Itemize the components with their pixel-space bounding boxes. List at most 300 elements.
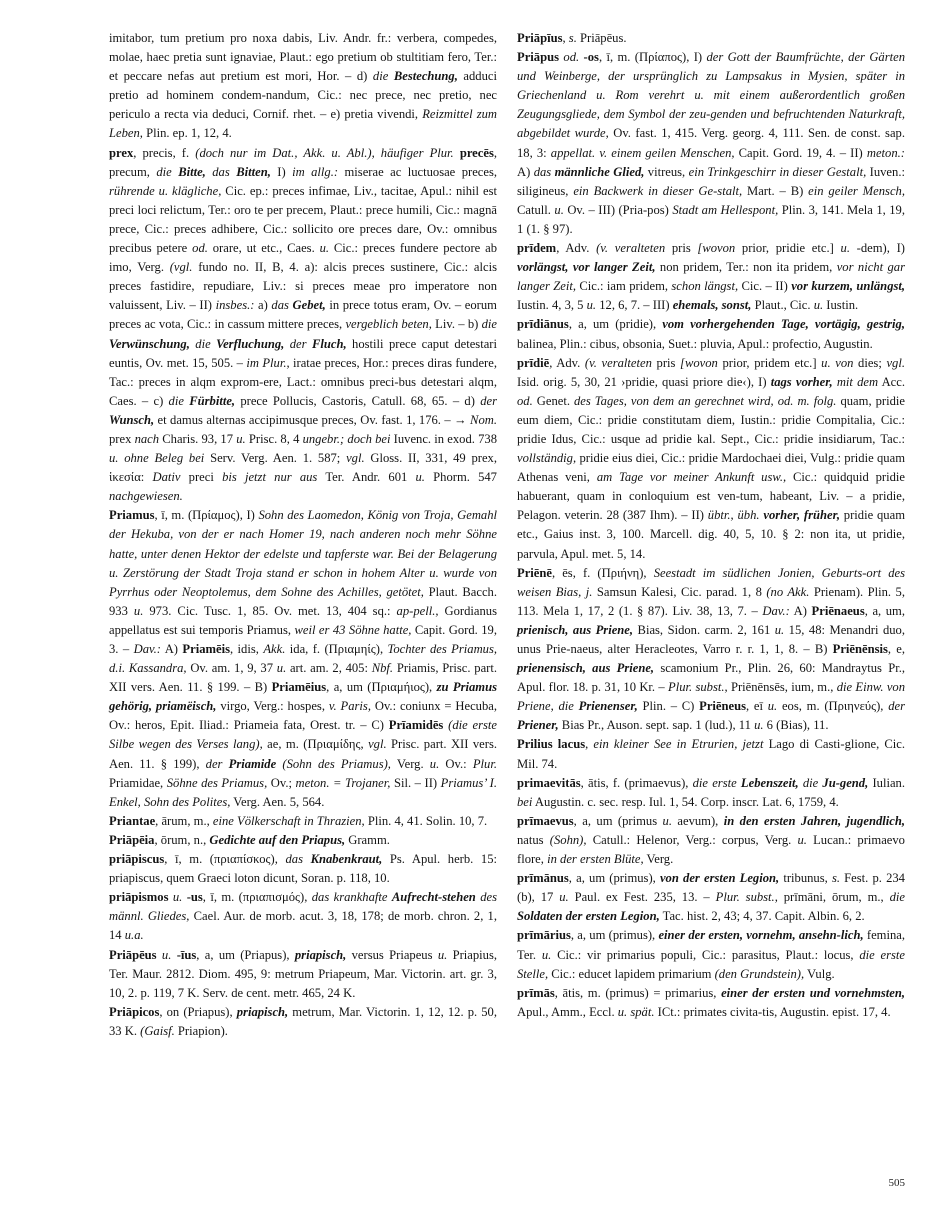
entry-text: , a, um,	[864, 603, 906, 618]
entry-emphasis: u.	[415, 470, 425, 485]
entry-text: Gloss. II, 331, 49 prex, ἱκεσία:	[109, 451, 498, 485]
dictionary-entry	[109, 831, 497, 850]
entry-emphasis: od.	[192, 241, 208, 256]
entry-text: , ārum, m.,	[155, 813, 213, 828]
entry-emphasis: prīmaevus	[517, 813, 574, 828]
entry-emphasis: die	[168, 393, 190, 408]
entry-text: 15, 48: Menandri duo, unus Prie-naeus, alter Heracleotes, Varro r. r. 1, 1, 8. – B)	[517, 622, 905, 656]
entry-emphasis: der	[480, 393, 497, 408]
entry-emphasis: am Tage vor meiner Ankunft usw.,	[596, 470, 787, 485]
dictionary-entry	[517, 984, 905, 1022]
entry-text: Lucan.: primaevo flore,	[517, 832, 905, 867]
entry-emphasis: u.	[236, 431, 246, 446]
entry-text: Prisc. part. XII vers. Aen. 11. § 199),	[109, 737, 497, 771]
entry-emphasis: u.	[767, 699, 778, 714]
entry-text: Priēnēnsēs, ium, m.,	[727, 680, 837, 695]
entry-emphasis: bis jetzt nur aus	[222, 470, 318, 485]
entry-text: vitreus,	[644, 164, 689, 179]
entry-text: in prece totus eram, Ov. – eorum preces ac vota, Cic.: in cassum mittere preces,	[109, 298, 497, 332]
entry-text: , precis, f.	[133, 145, 196, 160]
entry-emphasis: Priamēius	[271, 680, 327, 695]
entry-emphasis: (vgl.	[169, 260, 193, 275]
entry-emphasis: priāpiscus	[109, 852, 165, 867]
entry-text: Catull.: Helenor, Verg.: corpus, Verg.	[586, 832, 798, 847]
entry-emphasis: das	[285, 852, 311, 867]
entry-text: Priapion).	[174, 1023, 228, 1038]
entry-text: prece Pollucis, Castoris, Catull. 68, 65. – d)	[235, 393, 481, 408]
entry-emphasis: Prilius lacus	[517, 737, 586, 752]
entry-emphasis: Priamēis	[182, 642, 230, 656]
entry-emphasis: ein Trinkgeschirr in dieser Gestalt,	[688, 164, 867, 179]
entry-text: Iustin. 4, 3, 5	[517, 298, 587, 313]
entry-text: Bias, Sidon. carm. 2, 161	[633, 622, 775, 637]
entry-emphasis: Priener,	[517, 718, 559, 733]
entry-text: Ov.;	[267, 775, 296, 790]
entry-emphasis: u.	[429, 756, 440, 771]
entry-text: Plaut., Cic.	[751, 298, 814, 313]
entry-emphasis: Priāpēus	[109, 947, 157, 962]
entry-emphasis: -īus	[176, 947, 197, 962]
entry-emphasis: Fürbitte,	[189, 393, 236, 408]
entry-emphasis: Dav.:	[133, 642, 161, 656]
entry-text: prex	[109, 431, 135, 446]
entry-text: Cic.: preces fundere pectore ab imo, Verg.	[109, 241, 497, 275]
entry-text: , e,	[887, 642, 906, 656]
entry-text: Plin. 3, 141. Mela 1, 19, 1 (1. § 97).	[517, 202, 906, 236]
entry-emphasis: Priamide	[228, 756, 277, 771]
entry-emphasis: u.	[559, 890, 569, 905]
entry-emphasis: Priāpus	[517, 50, 559, 65]
entry-text: Bias Pr., Auson. sept. sap. 1 (lud.), 11	[558, 718, 755, 733]
entry-emphasis: u.	[586, 298, 597, 313]
entry-emphasis: schon längst,	[671, 279, 739, 294]
entry-text: non pridem, Ter.: non ita pridem,	[655, 260, 837, 275]
entry-emphasis: einer der ersten, vornehm, ansehn-lich,	[658, 928, 864, 943]
entry-emphasis: tags vorher,	[770, 374, 833, 389]
entry-emphasis: Verwünschung,	[109, 336, 190, 351]
entry-text: Plin. 4, 41. Solin. 10, 7.	[364, 813, 488, 828]
entry-emphasis: u.	[840, 241, 850, 256]
entry-emphasis: u.	[797, 832, 807, 847]
entry-emphasis: von der ersten Legion,	[659, 871, 780, 886]
entry-emphasis: Nbf.	[371, 661, 394, 676]
entry-text: , a, um (Πριαμήιος),	[326, 680, 437, 695]
entry-text: , ī, m. (Πρίαπος), I)	[598, 50, 707, 65]
entry-emphasis: Priamus	[109, 508, 155, 523]
entry-emphasis: Plur.	[472, 756, 497, 771]
entry-emphasis: u.	[437, 947, 448, 962]
entry-text: Augustin. c. sec. resp. Iul. 1, 54. Corp. inscr. Lat. 6, 1759, 4.	[532, 794, 839, 809]
entry-emphasis: appellat. v. einem geilen Menschen,	[550, 145, 735, 160]
entry-text: prīmāni, ōrum, m.,	[777, 890, 890, 905]
entry-emphasis: Soldaten der ersten Legion,	[517, 909, 660, 924]
dictionary-entry	[517, 926, 905, 983]
entry-text: , idis,	[229, 642, 264, 656]
entry-emphasis: [wovon	[697, 241, 736, 256]
dictionary-entry	[517, 48, 905, 239]
entry-emphasis: u.	[319, 241, 330, 256]
entry-emphasis: prīdem	[517, 241, 557, 256]
page-number: 505	[888, 1177, 905, 1189]
entry-emphasis: Lebenszeit,	[740, 775, 799, 790]
entry-emphasis: priāpismos	[109, 890, 169, 905]
entry-text: pris	[665, 241, 698, 256]
entry-text: Cic. ep.: preces infimae, Liv., tacitae, Apul.: nihil est preci loci relictum, Ter.: oro te per precem, Plaut.: prece humili, Cic.: magnā prece, Cic.: preces adhibere, Cic.: sollicito ore preces dare, Ov.: omnibus precibus petere	[109, 183, 497, 256]
entry-text: et damus alternas accipimusque preces, Ov. fast. 1, 176. – →	[154, 412, 471, 427]
dictionary-entry	[517, 239, 905, 315]
entry-emphasis: das	[271, 298, 293, 313]
dictionary-entry	[109, 812, 497, 831]
left-column	[109, 29, 497, 1041]
entry-emphasis: v. Paris,	[328, 699, 371, 714]
entry-emphasis: Prienenser,	[578, 699, 638, 714]
entry-text: Mart. – B)	[742, 183, 809, 198]
entry-emphasis: u. spät.	[617, 1004, 655, 1019]
entry-text: Cic.: quidquid pridie habuerant, quam in conloquium est ven-tum, habeant, Liv. – a pridie, Pelagon. veterin. 28 (387 Ihm). – II)	[517, 470, 905, 523]
entry-text: Cic. – II)	[738, 279, 792, 294]
entry-emphasis: od.	[517, 393, 533, 408]
entry-emphasis: precēs	[459, 145, 494, 160]
entry-text: Ov.: coniunx = Hecuba, Ov.: heros, Epit. Iliad.: Priameia fata, Orest. tr. – C)	[109, 699, 497, 733]
entry-text: Plin. ep. 1, 12, 4.	[142, 126, 232, 141]
entry-text: metrum, Mar. Victorin. 1, 12, 12. p. 50, 33 K.	[109, 1004, 497, 1038]
entry-emphasis: die	[889, 890, 905, 905]
entry-emphasis: u.	[813, 298, 824, 313]
entry-text: Priāpēus.	[576, 31, 627, 45]
entry-emphasis: vor kurzem, unlängst,	[791, 279, 906, 294]
entry-text: , eī	[746, 699, 768, 714]
entry-emphasis: das krankhafte	[311, 890, 392, 905]
entry-emphasis: u.	[774, 622, 785, 637]
entry-text: Ter. Andr. 601	[317, 470, 416, 485]
dictionary-entry	[109, 946, 497, 1003]
entry-text: Lago di Casti-glione, Cic. Mil. 74.	[517, 737, 905, 771]
dictionary-entry	[109, 888, 497, 945]
entry-emphasis: meton.:	[866, 145, 905, 160]
dictionary-entry	[109, 144, 497, 507]
entry-text: prior, pridem etc.]	[717, 355, 822, 370]
entry-text: ICt.: primates civita-tis, Augustin. epist. 17, 4.	[654, 1004, 891, 1019]
entry-text: art. am. 2, 405:	[286, 661, 372, 676]
entry-text: Priamidae,	[109, 775, 167, 790]
entry-text: A)	[517, 164, 534, 179]
entry-emphasis: od.	[563, 50, 580, 65]
entry-emphasis: Tochter des Priamus, d.i. Kassandra,	[109, 642, 498, 676]
entry-text: Cic.: iam pridem,	[576, 279, 672, 294]
entry-text: , ī, m. (πριαπίσκος),	[164, 852, 286, 867]
entry-text: femina, Ter.	[517, 928, 906, 962]
entry-emphasis: nachgewiesen.	[109, 489, 183, 504]
entry-emphasis: die	[372, 69, 394, 84]
entry-emphasis: übtr., übh.	[707, 508, 760, 523]
entry-emphasis: (no Akk.	[766, 584, 810, 599]
entry-emphasis: das	[205, 164, 237, 179]
entry-emphasis: u.	[276, 661, 287, 676]
entry-text: Prienam). Plin. 5, 113. Mela 1, 17, 2 (1. § 87). Liv. 38, 13, 7. –	[517, 584, 905, 618]
entry-emphasis: das	[533, 164, 555, 179]
entry-text: Cael. Aur. de morb. acut. 3, 18, 178; de morb. chron. 2, 1, 14	[109, 909, 497, 943]
entry-text: , precum,	[109, 145, 498, 179]
entry-emphasis: vgl.	[346, 451, 365, 466]
entry-text: , on (Priapus),	[159, 1004, 237, 1019]
entry-text: Ov. am. 1, 9, 37	[186, 661, 277, 676]
entry-emphasis: eine Völkerschaft in Thrazien,	[212, 813, 365, 828]
entry-emphasis: Gebet,	[292, 298, 326, 313]
entry-emphasis: prīmās	[517, 985, 555, 1000]
entry-text: Samsun Kalesi, Cic. parad. 1, 8	[592, 584, 767, 599]
entry-emphasis: (Sohn des Priamus),	[282, 756, 391, 771]
entry-emphasis: rührende u. klägliche,	[109, 183, 222, 198]
entry-text: Verg.	[390, 756, 430, 771]
entry-text: , ī, m. (πριαπισμός),	[202, 890, 312, 905]
entry-emphasis: die erste Stelle,	[517, 947, 906, 981]
entry-text: imitabor, tum pretium pro noxa dabis, Liv. Andr. fr.: verbera, compedes, molae, haec pretia sunt ignaviae, Plaut.: ego pretium ob stultitiam fero, Ter.: et peccare nefas aut pretium est mori, Hor. – d)	[109, 31, 497, 84]
dictionary-entry	[517, 564, 905, 736]
entry-emphasis: Priāpēia	[109, 832, 155, 847]
entry-emphasis: meton. = Trojaner,	[295, 775, 391, 790]
entry-text: Fest. p. 234 (b), 17	[517, 871, 905, 905]
entry-text: , a, um (primus	[573, 813, 663, 828]
entry-emphasis: u.	[662, 813, 672, 828]
dictionary-entry	[109, 850, 497, 888]
entry-emphasis: vom vorhergehenden Tage, vortägig, gestrig,	[662, 317, 905, 332]
entry-text: Acc.	[878, 374, 905, 389]
entry-emphasis: (doch nur im Dat., Akk. u. Abl.), häufiger Plur.	[195, 145, 454, 160]
dictionary-entry	[517, 315, 905, 353]
entry-text: Cic.: vir primarius populi, Cic.: parasitus, Plaut.: locus,	[551, 947, 860, 962]
dictionary-entry	[517, 735, 905, 773]
entry-text: , ōrum, n.,	[154, 832, 210, 847]
entry-text: pridie eius diei, Cic.: pridie Mardochaei diei, Vulg.: pridie quam Athenas veni,	[517, 451, 905, 485]
entry-text: I)	[270, 164, 293, 179]
entry-text: Iuvenc. in exod. 738	[390, 431, 497, 446]
entry-emphasis: zu Priamus gehörig, priamëisch,	[109, 680, 497, 714]
entry-emphasis: u.	[541, 947, 552, 962]
entry-emphasis: vollständig,	[517, 451, 577, 466]
entry-text: Iulian.	[868, 775, 905, 790]
entry-text: A)	[160, 642, 183, 656]
entry-text: , a, um (primus),	[568, 871, 660, 886]
entry-text: Iustin.	[823, 298, 859, 313]
entry-emphasis: Knabenkraut,	[310, 852, 383, 867]
dictionary-entry	[517, 354, 905, 564]
entry-emphasis: Prīamidēs	[388, 718, 444, 733]
entry-emphasis: die	[195, 336, 217, 351]
entry-text: scamonium Pr., Plin. 26, 60: Mandraytus Pr., Apul. flor. 18. p. 31, 10 Kr. –	[517, 661, 905, 695]
entry-emphasis: priapisch,	[236, 1004, 289, 1019]
entry-text: virgo, Verg.: hospes,	[216, 699, 329, 714]
entry-text: Priapius, Ter. Maur. 2812. Diom. 495, 9: metrum Priapeum, Mar. Victorin. art. gr. 3, 10, 2. p. 119, 7 K. Serv. de cent. metr. 465, 24 K.	[109, 947, 498, 1000]
entry-text: 12, 6, 7. – III)	[596, 298, 673, 313]
entry-text: versus Priapeus	[346, 947, 438, 962]
entry-text: , a, um (Priapus),	[196, 947, 295, 962]
entry-emphasis: ein geiler Mensch,	[808, 183, 905, 198]
entry-emphasis: insbes.:	[215, 298, 255, 313]
entry-text: Vulg.	[804, 966, 835, 981]
entry-text: adduci pretio ad hominem condem-nandum, Cic.: nec prece, nec pretio, nec periculo a recta via deduci, Cornif. rhet. – e) pretia vivendi,	[109, 69, 497, 122]
entry-text: Apul., Amm., Eccl.	[517, 1004, 618, 1019]
entry-text: balinea, Plin.: cibus, obsonia, Suet.: pluvia, Apul.: profectio, Augustin.	[517, 336, 873, 351]
entry-emphasis: Priēnē	[517, 565, 552, 580]
entry-emphasis: [wovon	[680, 355, 718, 370]
entry-emphasis: (Sohn),	[549, 832, 587, 847]
dictionary-entry	[517, 869, 905, 926]
entry-emphasis: ap-pell.,	[396, 603, 439, 618]
entry-text: 6 (Bias), 11.	[763, 718, 829, 733]
entry-emphasis: Plur. subst.,	[668, 680, 728, 695]
entry-emphasis: Bitten,	[236, 164, 271, 179]
entry-text: , ēs, f. (Πριήνη),	[551, 565, 654, 580]
entry-text: Ov.:	[439, 756, 473, 771]
entry-emphasis: nach	[134, 431, 160, 446]
entry-text: , ātis, m. (primus) = primarius,	[554, 985, 722, 1000]
entry-text: preci	[180, 470, 223, 485]
entry-text: pris	[651, 355, 681, 370]
entry-emphasis: u.	[172, 890, 183, 905]
entry-emphasis: die	[156, 164, 179, 179]
entry-text: Tac. hist. 2, 43; 4, 37. Capit. Albin. 6, 2.	[659, 909, 865, 924]
entry-emphasis: die	[481, 317, 498, 332]
entry-text: , ī, m. (Πρίαμος), I)	[154, 508, 259, 523]
entry-emphasis: männliche Glied,	[554, 164, 645, 179]
entry-text: Paul. ex Fest. 235, 13. –	[568, 890, 716, 905]
entry-emphasis: Bitte,	[178, 164, 206, 179]
entry-text: -dem), I)	[849, 241, 905, 256]
entry-text: dies;	[853, 355, 887, 370]
entry-text: Catull.	[517, 202, 555, 217]
entry-emphasis: prīdiē	[517, 355, 550, 370]
entry-emphasis: des Tages, von dem an gerechnet wird, od. m. folg.	[574, 393, 837, 408]
entry-text: , a, um (pridie),	[568, 317, 663, 332]
entry-emphasis: Sohn des Laomedon, König von Troja, Gemahl der Hekuba, von der er nach Homer 19, nach anderen noch mehr Söhne hatte, unter denen Hektor der edelste und tapferste war. Bei der Belagerung u. Zerstörung der Stadt Troja stand er schon in hohem Alter u. wurde von Pyrrhus oder Neoptolemus, dem Sohne des Achilles, getötet,	[109, 508, 498, 599]
entry-emphasis: u.a.	[124, 928, 144, 943]
entry-emphasis: Dav.:	[762, 603, 790, 618]
entry-emphasis: Priantae	[109, 813, 156, 828]
entry-emphasis: -us	[186, 890, 203, 905]
entry-text: Isid. orig. 5, 30, 21 ›pridie, quasi priore die‹), I)	[517, 374, 771, 389]
entry-text: ,	[585, 737, 594, 752]
entry-text: Prisc. 8, 4	[245, 431, 303, 446]
entry-emphasis: der Gott der Baumfrüchte, der Gärten und Weinberge, der ursprünglich zu Lampsakus in Mysien, später in Griechenland u. Rom verehrt u. mit einem außerordentlich großen Zeugungsgliede, dem Symbol der zeu-genden und befruchtenden Naturkraft, abgebildet wurde,	[517, 50, 906, 141]
entry-text: miserae ac luctuosae preces,	[338, 164, 498, 179]
entry-text: iratae preces, Hor.: preces diras fundere, Tac.: preces in alqm exprom-ere, Lact.: omnibus preci-bus detestari alqm, Caes. – c)	[109, 355, 497, 408]
entry-text: aevum),	[671, 813, 724, 828]
entry-emphasis: prīmānus	[517, 871, 569, 886]
dictionary-entry	[517, 29, 905, 48]
entry-emphasis: ehemals, sonst,	[672, 298, 752, 313]
entry-emphasis: Reizmittel zum Leben,	[109, 107, 497, 141]
entry-emphasis: ein Backwerk in dieser Ge-stalt,	[573, 183, 743, 198]
entry-emphasis: bei	[517, 794, 533, 809]
dictionary-entry	[517, 774, 905, 812]
dictionary-entry	[109, 1003, 497, 1041]
dictionary-entry	[109, 506, 497, 812]
entry-text: eos, m. (Πριηνεύς),	[777, 699, 889, 714]
entry-emphasis: Gedichte auf den Priapus,	[209, 832, 346, 847]
entry-emphasis: primaevitās	[517, 775, 581, 790]
entry-emphasis: Priēneus	[699, 699, 746, 714]
entry-text: pridie quam etc., Gaius inst. 3, 100. Marcell. dig. 40, 5, 10. § 2: non ita, ut pridie, parvula, Apul. met. 5, 14.	[517, 508, 905, 561]
entry-emphasis: mit dem	[836, 374, 879, 389]
entry-text: natus	[517, 832, 550, 847]
entry-emphasis: u.	[554, 202, 564, 217]
entry-emphasis: Stadt am Hellespont,	[672, 202, 779, 217]
entry-text: Gramm.	[345, 832, 390, 847]
entry-emphasis: in der ersten Blüte,	[547, 852, 644, 867]
entry-emphasis: u.	[754, 718, 764, 733]
entry-emphasis: die	[798, 775, 823, 790]
entry-text: Genet.	[532, 393, 574, 408]
entry-emphasis: Priamus’ I. Enkel, Sohn des Polites,	[109, 775, 497, 809]
entry-emphasis: einer der ersten und vornehmsten,	[721, 985, 906, 1000]
entry-text: Serv. Verg. Aen. 1. 587;	[204, 451, 347, 466]
entry-emphasis: vorher, früher,	[763, 508, 840, 523]
entry-text: Ov. fast. 1, 415. Verg. georg. 4, 111. Sen. de const. sap. 18, 3:	[517, 126, 905, 160]
entry-emphasis: der	[205, 756, 229, 771]
entry-emphasis: der	[284, 336, 312, 351]
entry-emphasis: prienisch, aus Priene,	[517, 622, 634, 637]
entry-text: Priamis, Prisc. part. XII vers. Aen. 11. § 199. – B)	[109, 661, 498, 695]
entry-emphasis: (Gaisf.	[140, 1023, 175, 1038]
entry-emphasis: in den ersten Jahren, jugendlich,	[723, 813, 905, 828]
entry-text: Liv. – b)	[431, 317, 482, 332]
entry-emphasis: u. von	[821, 355, 854, 370]
entry-emphasis: im Plur.,	[246, 355, 290, 370]
entry-emphasis: Nom.	[470, 412, 497, 427]
entry-text: ,	[562, 31, 569, 45]
entry-emphasis: Priēnaeus	[811, 603, 865, 618]
entry-emphasis: vor nicht gar langer Zeit,	[517, 260, 906, 294]
entry-emphasis: vgl.	[368, 737, 387, 752]
entry-text: Verg.	[643, 852, 674, 867]
dictionary-entry	[109, 29, 497, 144]
entry-emphasis: Fluch,	[311, 336, 347, 351]
entry-emphasis: (die erste Silbe wegen des Verses lang),	[109, 718, 497, 752]
entry-text: fundo no. II, B, 4. a): alcis preces sustinere, Cic.: alcis preces fastidire, repudiare, Liv.: si preces meae pro imperatore non valuissent, Liv. – II)	[109, 260, 498, 313]
entry-emphasis: Dativ	[152, 470, 181, 485]
entry-text: 973. Cic. Tusc. 1, 85. Ov. met. 13, 404 sq.:	[143, 603, 397, 618]
entry-text: Charis. 93, 17	[159, 431, 237, 446]
entry-emphasis: u.	[133, 603, 144, 618]
entry-emphasis: u. ohne Beleg bei	[109, 451, 205, 466]
entry-emphasis: der	[888, 699, 905, 714]
entry-emphasis: Plur. subst.,	[715, 890, 778, 905]
entry-text: Phorm. 547	[424, 470, 497, 485]
entry-emphasis: s.	[831, 871, 840, 886]
entry-text: Gordianus appellatus est sui temporis Priamus,	[109, 603, 497, 637]
entry-emphasis: u.	[161, 947, 172, 962]
entry-emphasis: priapisch,	[294, 947, 347, 962]
entry-text: Cic.: educet lapidem primarium	[548, 966, 715, 981]
entry-emphasis: Verfluchung,	[216, 336, 285, 351]
right-column	[517, 29, 905, 1022]
entry-text: Plaut. Bacch. 933	[109, 584, 497, 618]
entry-emphasis: vorlängst, vor langer Zeit,	[517, 260, 656, 275]
entry-emphasis: vgl.	[886, 355, 906, 370]
entry-text: Verg. Aen. 5, 564.	[230, 794, 325, 809]
entry-text: Capit. Gord. 19, 3. –	[109, 622, 497, 656]
entry-text: prior, pridie etc.]	[735, 241, 841, 256]
entry-text: ida, f. (Πριαμηίς),	[285, 642, 388, 656]
entry-emphasis: die erste	[692, 775, 741, 790]
entry-emphasis: ungebr.; doch bei	[302, 431, 391, 446]
entry-text: Plin. – C)	[637, 699, 700, 714]
entry-text: , a, um (primus),	[570, 928, 659, 943]
entry-emphasis: Aufrecht-stehen	[391, 890, 476, 905]
entry-text: Iuven.: siligineus,	[517, 164, 905, 198]
entry-emphasis: (den Grundstein),	[714, 966, 805, 981]
entry-text: , Adv.	[556, 241, 597, 256]
